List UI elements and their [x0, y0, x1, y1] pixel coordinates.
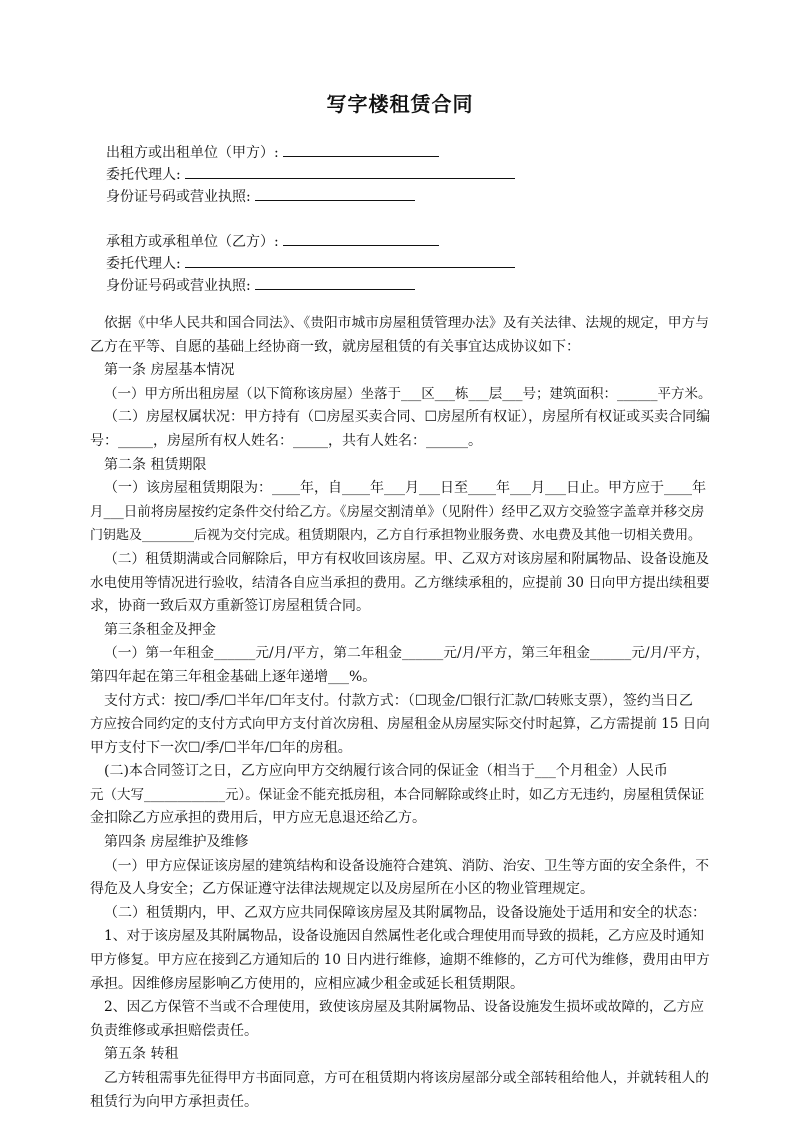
body-line: （二）房屋权属状况：甲方持有（☐房屋买卖合同、☐房屋所有权证），房屋所有权证或买卖合同编 [104, 409, 711, 426]
body-line: 方应按合同约定的支付方式向甲方支付首次房租、房屋租金从房屋实际交付时起算，乙方需提前 15 日向 [90, 716, 710, 733]
article-2-heading: 第二条 租赁期限 [104, 456, 207, 473]
party-b-id-label: 身份证号码或营业执照: [106, 278, 251, 294]
article-3-heading: 第三条租金及押金 [104, 621, 216, 638]
body-line: 门钥匙及________后视为交付完成。租赁期限内，乙方自行承担物业服务费、水电费及其他一切相关费用。 [90, 528, 702, 544]
body-line: 求，协商一致后双方重新签订房屋租赁合同。 [90, 598, 370, 615]
party-a-agent-line [106, 164, 515, 184]
party-b-id-line [106, 275, 415, 295]
party-a-lessor-label: 出租方或出租单位（甲方）: [106, 145, 279, 161]
body-line: 支付方式：按☐/季/☐半年/☐年支付。付款方式：（☐现金/☐银行汇款/☐转账支票），签约当日乙 [104, 692, 693, 709]
body-line: 水电使用等情况进行验收，结清各自应当承担的费用。乙方继续承租的，应提前 30 日向甲方提出续租要 [90, 574, 710, 591]
article-4-heading: 第四条 房屋维护及维修 [104, 834, 249, 851]
body-line: 金扣除乙方应承担的费用后，甲方应无息退还给乙方。 [90, 810, 426, 827]
body-line: 元（大写____________元）。保证金不能充抵房租，本合同解除或终止时，如乙方无违约，房屋租赁保证 [90, 786, 705, 803]
party-a-agent-label: 委托代理人: [106, 167, 181, 183]
body-line: 2、因乙方保管不当或不合理使用，致使该房屋及其附属物品、设备设施发生损坏或故障的，乙方应 [104, 999, 705, 1016]
body-line: 租赁行为向甲方承担责任。 [90, 1093, 258, 1110]
article-5-heading: 第五条 转租 [104, 1046, 179, 1063]
article-1-heading: 第一条 房屋基本情况 [104, 362, 235, 379]
party-a-agent-blank[interactable] [185, 164, 515, 179]
body-line: 月___日前将房屋按约定条件交付给乙方。《房屋交割清单》（见附件）经甲乙双方交验签字盖章并移交房 [90, 503, 705, 520]
body-line: 负责维修或承担赔偿责任。 [90, 1022, 258, 1039]
party-b-agent-blank[interactable] [185, 253, 515, 268]
party-a-lessor-blank[interactable] [283, 142, 439, 157]
party-a-id-label: 身份证号码或营业执照: [106, 189, 251, 205]
body-line: 甲方支付下一次☐/季/☐半年/☐年的房租。 [90, 739, 352, 756]
body-line: 第四年起在第三年租金基础上逐年递增___%。 [90, 668, 377, 685]
body-line: （二）租赁期满或合同解除后，甲方有权收回该房屋。甲、乙双方对该房屋和附属物品、设备设施及 [104, 550, 710, 567]
party-b-lessee-blank[interactable] [283, 231, 439, 246]
body-line: 1、对于该房屋及其附属物品，设备设施因自然属性老化或合理使用而导致的损耗，乙方应及时通知 [104, 928, 705, 945]
party-b-agent-line [106, 253, 515, 273]
body-line: 乙方在平等、自愿的基础上经协商一致，就房屋租赁的有关事宜达成协议如下： [90, 338, 580, 355]
body-line: 乙方转租需事先征得甲方书面同意，方可在租赁期内将该房屋部分或全部转租给他人，并就转租人的 [104, 1070, 710, 1086]
contract-body [90, 312, 712, 1114]
body-line: （一）第一年租金______元/月/平方，第二年租金______元/月/平方，第三年租金______元/月/平方， [104, 645, 710, 662]
party-b-id-blank[interactable] [255, 275, 415, 290]
body-line: （一）甲方所出租房屋（以下简称该房屋）坐落于___区___栋___层___号；建筑面积：______平方米。 [104, 385, 712, 402]
document-title: 写字楼租赁合同 [326, 92, 474, 116]
party-a-id-blank[interactable] [255, 186, 415, 201]
party-a-id-line [106, 186, 415, 206]
body-line: (二)本合同签订之日，乙方应向甲方交纳履行该合同的保证金（相当于___个月租金）人民币 [104, 763, 668, 780]
party-b-lessee-label: 承租方或承租单位（乙方）: [106, 234, 279, 250]
body-line: 得危及人身安全；乙方保证遵守法律法规规定以及房屋所在小区的物业管理规定。 [90, 881, 594, 898]
body-line: 依据《中华人民共和国合同法》、《贵阳市城市房屋租赁管理办法》及有关法律、法规的规定，甲方与 [104, 315, 710, 331]
body-line: 承担。因维修房屋影响乙方使用的，应相应减少租金或延长租赁期限。 [90, 975, 524, 992]
body-line: （二）租赁期内，甲、乙双方应共同保障该房屋及其附属物品，设备设施处于适用和安全的状态： [104, 904, 706, 921]
party-b-lessee-line [106, 231, 439, 251]
body-line: 甲方修复。甲方应在接到乙方通知后的 10 日内进行维修，逾期不维修的，乙方可代为维修，费用由甲方 [90, 952, 710, 969]
party-b-agent-label: 委托代理人: [106, 256, 181, 272]
body-line: （一）甲方应保证该房屋的建筑结构和设备设施符合建筑、消防、治安、卫生等方面的安全条件，不 [104, 857, 710, 874]
party-a-lessor-line [106, 142, 439, 162]
body-line: （一）该房屋租赁期限为：____年，自____年___月___日至____年___月___日止。甲方应于____年 [104, 480, 706, 497]
body-line: 号：_____，房屋所有权人姓名：_____，共有人姓名：______。 [90, 432, 482, 449]
